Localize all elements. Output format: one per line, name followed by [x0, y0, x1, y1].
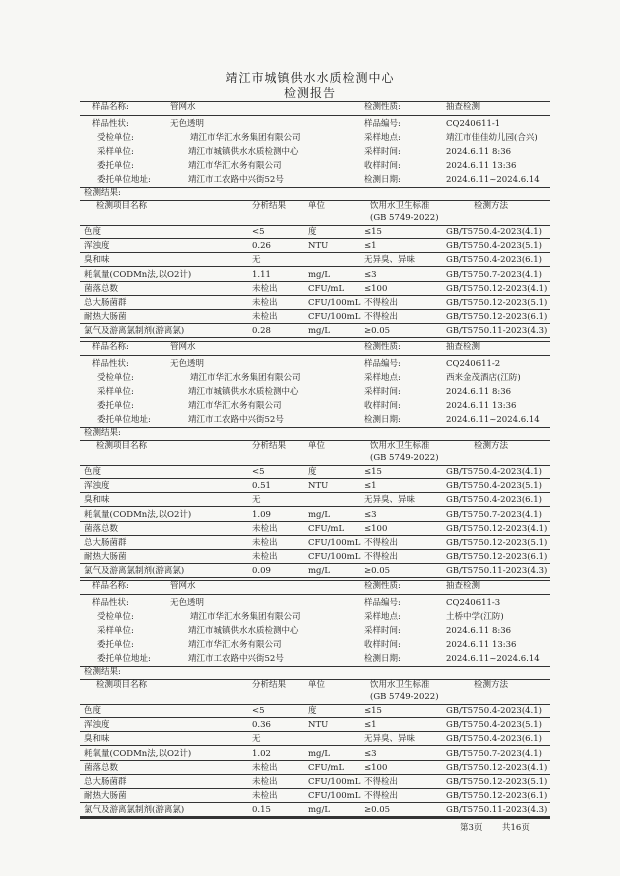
- divider-line: [80, 295, 550, 296]
- field-value-sample-no: CQ240611-2: [446, 359, 501, 369]
- results-heading: 检测结果:: [84, 667, 121, 677]
- field-value-sample-state: 无色透明: [170, 598, 205, 608]
- row-item-name: 耐热大肠菌: [84, 552, 127, 562]
- row-method: GB/T5750.4-2023(5.1): [446, 481, 542, 491]
- field-value-sample-state: 无色透明: [170, 119, 205, 129]
- field-value-commission-unit: 靖江市华汇水务集团有限公司: [190, 133, 301, 143]
- field-label-sampling-place: 采样地点:: [364, 612, 401, 622]
- row-item-name: 耗氧量(CODMn法,以O2计): [84, 270, 192, 280]
- row-item-name: 菌落总数: [84, 763, 119, 773]
- field-label-sample-name: 样品名称:: [92, 102, 129, 112]
- divider-line: [80, 427, 550, 428]
- row-result: 0.09: [252, 566, 271, 576]
- row-method: GB/T5750.4-2023(5.1): [446, 241, 542, 251]
- row-result: <5: [252, 467, 265, 477]
- field-label-sample-state: 样品性状:: [92, 119, 129, 129]
- row-standard: 无异臭、异味: [364, 495, 416, 505]
- field-value-client-unit: 靖江市华汇水务有限公司: [188, 640, 282, 650]
- row-item-name: 菌落总数: [84, 284, 119, 294]
- row-item-name: 浑浊度: [84, 481, 110, 491]
- row-item-name: 耗氧量(CODMn法,以O2计): [84, 510, 192, 520]
- row-standard: 不得检出: [364, 791, 399, 801]
- row-item-name: 色度: [84, 706, 102, 716]
- row-item-name: 臭和味: [84, 255, 110, 265]
- divider-line: [80, 506, 550, 507]
- col-header-result: 分析结果: [252, 201, 287, 211]
- row-unit: 度: [308, 227, 317, 237]
- divider-line: [80, 309, 550, 310]
- field-value-client-unit: 靖江市华汇水务有限公司: [188, 401, 282, 411]
- col-header-method: 检测方法: [474, 201, 509, 211]
- field-label-test-nature: 检测性质:: [364, 102, 401, 112]
- row-standard: ≤1: [364, 720, 377, 730]
- page-total: 共16页: [502, 823, 530, 833]
- row-item-name: 氯气及游离氯制剂(游离氯): [84, 326, 185, 336]
- divider-line: [80, 478, 550, 479]
- row-result: 未检出: [252, 524, 278, 534]
- divider-line: [80, 745, 550, 746]
- row-unit: mg/L: [308, 510, 331, 520]
- row-method: GB/T5750.12-2023(4.1): [446, 284, 548, 294]
- field-label-test-nature: 检测性质:: [364, 581, 401, 591]
- row-unit: mg/L: [308, 805, 331, 815]
- row-method: GB/T5750.12-2023(6.1): [446, 312, 548, 322]
- row-method: GB/T5750.4-2023(4.1): [446, 706, 542, 716]
- row-method: GB/T5750.7-2023(4.1): [446, 270, 542, 280]
- divider-line: [80, 521, 550, 522]
- row-result: 未检出: [252, 791, 278, 801]
- field-value-test-nature: 抽查检测: [446, 102, 481, 112]
- field-label-client-unit: 委托单位:: [97, 161, 134, 171]
- row-unit: CFU/100mL: [308, 298, 361, 308]
- row-standard: ≤1: [364, 481, 377, 491]
- row-standard: ≤15: [364, 227, 382, 237]
- row-item-name: 臭和味: [84, 734, 110, 744]
- field-label-client-unit: 委托单位:: [97, 640, 134, 650]
- field-label-sample-name: 样品名称:: [92, 581, 129, 591]
- col-header-unit: 单位: [308, 441, 326, 451]
- row-unit: CFU/100mL: [308, 312, 361, 322]
- row-item-name: 总大肠菌群: [84, 777, 127, 787]
- divider-line: [80, 704, 550, 705]
- row-result: 1.11: [252, 270, 271, 280]
- row-result: 0.26: [252, 241, 271, 251]
- col-header-standard: 饮用水卫生标准: [370, 680, 430, 690]
- field-value-test-nature: 抽查检测: [446, 342, 481, 352]
- row-unit: CFU/mL: [308, 284, 345, 294]
- field-label-commission-unit: 受检单位:: [97, 612, 134, 622]
- row-standard: ≤100: [364, 524, 388, 534]
- row-method: GB/T5750.12-2023(4.1): [446, 524, 548, 534]
- row-unit: NTU: [308, 481, 329, 491]
- row-unit: mg/L: [308, 749, 331, 759]
- row-standard: 不得检出: [364, 312, 399, 322]
- row-unit: CFU/100mL: [308, 777, 361, 787]
- col-header-result: 分析结果: [252, 441, 287, 451]
- col-header-standard: 饮用水卫生标准: [370, 441, 430, 451]
- row-result: <5: [252, 227, 265, 237]
- row-standard: ≤3: [364, 749, 377, 759]
- row-unit: CFU/100mL: [308, 538, 361, 548]
- divider-line: [80, 465, 550, 466]
- divider-line: [80, 355, 550, 356]
- row-standard: ≤100: [364, 284, 388, 294]
- row-result: 0.28: [252, 326, 271, 336]
- divider-line: [80, 731, 550, 732]
- row-result: 未检出: [252, 312, 278, 322]
- divider-line: [80, 802, 550, 803]
- row-method: GB/T5750.12-2023(5.1): [446, 538, 548, 548]
- field-value-test-date: 2024.6.11~2024.6.14: [446, 415, 540, 425]
- field-label-sampling-unit: 采样单位:: [97, 626, 134, 636]
- row-method: GB/T5750.4-2023(6.1): [446, 734, 542, 744]
- row-result: 0.51: [252, 481, 271, 491]
- field-value-sample-no: CQ240611-1: [446, 119, 501, 129]
- row-result: 无: [252, 734, 261, 744]
- field-value-sampling-time: 2024.6.11 8:36: [446, 626, 512, 636]
- field-value-receive-time: 2024.6.11 13:36: [446, 161, 517, 171]
- field-label-sample-state: 样品性状:: [92, 359, 129, 369]
- row-result: 未检出: [252, 777, 278, 787]
- row-standard: 不得检出: [364, 538, 399, 548]
- row-unit: mg/L: [308, 326, 331, 336]
- field-value-sampling-unit: 靖江市城镇供水水质检测中心: [188, 147, 299, 157]
- row-result: 1.02: [252, 749, 271, 759]
- row-unit: 度: [308, 706, 317, 716]
- row-method: GB/T5750.4-2023(6.1): [446, 495, 542, 505]
- report-subtitle: 检测报告: [283, 86, 336, 100]
- row-result: 未检出: [252, 298, 278, 308]
- row-method: GB/T5750.7-2023(4.1): [446, 510, 542, 520]
- field-value-sample-name: 管网水: [170, 342, 196, 352]
- field-label-test-date: 检测日期:: [364, 415, 401, 425]
- row-method: GB/T5750.12-2023(5.1): [446, 777, 548, 787]
- divider-line: [80, 252, 550, 253]
- field-label-sampling-place: 采样地点:: [364, 373, 401, 383]
- col-header-item: 检测项目名称: [96, 441, 148, 451]
- page-number: 第3页: [460, 823, 483, 833]
- row-result: 无: [252, 495, 261, 505]
- field-value-test-nature: 抽查检测: [446, 581, 481, 591]
- results-heading: 检测结果:: [84, 428, 121, 438]
- row-result: 未检出: [252, 284, 278, 294]
- divider-line: [80, 323, 550, 324]
- field-value-client-address: 靖江市工农路中兴街52号: [188, 175, 284, 185]
- row-unit: mg/L: [308, 566, 331, 576]
- field-label-sampling-unit: 采样单位:: [97, 387, 134, 397]
- row-item-name: 耐热大肠菌: [84, 312, 127, 322]
- row-unit: CFU/100mL: [308, 552, 361, 562]
- field-label-sample-no: 样品编号:: [364, 359, 401, 369]
- row-item-name: 菌落总数: [84, 524, 119, 534]
- field-value-receive-time: 2024.6.11 13:36: [446, 640, 517, 650]
- field-value-receive-time: 2024.6.11 13:36: [446, 401, 517, 411]
- col-header-result: 分析结果: [252, 680, 287, 690]
- row-result: 无: [252, 255, 261, 265]
- col-header-method: 检测方法: [474, 441, 509, 451]
- row-item-name: 浑浊度: [84, 720, 110, 730]
- field-label-sampling-place: 采样地点:: [364, 133, 401, 143]
- field-label-sampling-time: 采样时间:: [364, 626, 401, 636]
- row-method: GB/T5750.7-2023(4.1): [446, 749, 542, 759]
- row-standard: 不得检出: [364, 298, 399, 308]
- row-item-name: 色度: [84, 467, 102, 477]
- row-method: GB/T5750.12-2023(5.1): [446, 298, 548, 308]
- results-heading: 检测结果:: [84, 188, 121, 198]
- field-value-sampling-time: 2024.6.11 8:36: [446, 147, 512, 157]
- field-label-receive-time: 收样时间:: [364, 401, 401, 411]
- col-header-item: 检测项目名称: [96, 201, 148, 211]
- field-label-sampling-time: 采样时间:: [364, 147, 401, 157]
- divider-line: [80, 115, 550, 116]
- field-label-sampling-time: 采样时间:: [364, 387, 401, 397]
- divider-line: [80, 563, 550, 564]
- row-method: GB/T5750.12-2023(4.1): [446, 763, 548, 773]
- row-method: GB/T5750.12-2023(6.1): [446, 791, 548, 801]
- divider-line: [80, 535, 550, 536]
- row-item-name: 臭和味: [84, 495, 110, 505]
- row-result: 未检出: [252, 552, 278, 562]
- divider-line: [80, 337, 550, 338]
- row-standard: ≤15: [364, 706, 382, 716]
- field-value-sample-no: CQ240611-3: [446, 598, 501, 608]
- field-label-sample-name: 样品名称:: [92, 342, 129, 352]
- col-header-standard-ref: (GB 5749-2022): [370, 453, 439, 463]
- row-standard: ≥0.05: [364, 326, 391, 336]
- divider-line: [80, 225, 550, 226]
- row-item-name: 浑浊度: [84, 241, 110, 251]
- field-label-commission-unit: 受检单位:: [97, 373, 134, 383]
- field-label-test-date: 检测日期:: [364, 654, 401, 664]
- row-method: GB/T5750.4-2023(4.1): [446, 227, 542, 237]
- field-label-test-nature: 检测性质:: [364, 342, 401, 352]
- divider-line: [80, 788, 550, 789]
- row-result: 0.15: [252, 805, 271, 815]
- divider-line: [80, 717, 550, 718]
- row-standard: ≥0.05: [364, 566, 391, 576]
- row-method: GB/T5750.11-2023(4.3): [446, 326, 548, 336]
- row-result: 1.09: [252, 510, 271, 520]
- row-item-name: 总大肠菌群: [84, 298, 127, 308]
- row-method: GB/T5750.12-2023(6.1): [446, 552, 548, 562]
- col-header-unit: 单位: [308, 680, 326, 690]
- col-header-unit: 单位: [308, 201, 326, 211]
- field-value-client-unit: 靖江市华汇水务有限公司: [188, 161, 282, 171]
- field-value-sampling-unit: 靖江市城镇供水水质检测中心: [188, 626, 299, 636]
- report-title: 靖江市城镇供水水质检测中心: [225, 71, 395, 85]
- field-label-sample-no: 样品编号:: [364, 119, 401, 129]
- row-item-name: 耗氧量(CODMn法,以O2计): [84, 749, 192, 759]
- row-unit: 度: [308, 467, 317, 477]
- divider-line: [80, 774, 550, 775]
- field-value-commission-unit: 靖江市华汇水务集团有限公司: [190, 612, 301, 622]
- row-result: 0.36: [252, 720, 271, 730]
- field-value-sample-name: 管网水: [170, 581, 196, 591]
- row-result: 未检出: [252, 538, 278, 548]
- field-label-test-date: 检测日期:: [364, 175, 401, 185]
- field-label-client-address: 委托单位地址:: [97, 415, 151, 425]
- row-method: GB/T5750.11-2023(4.3): [446, 805, 548, 815]
- row-standard: ≥0.05: [364, 805, 391, 815]
- row-result: 未检出: [252, 763, 278, 773]
- row-standard: 不得检出: [364, 552, 399, 562]
- row-standard: ≤100: [364, 763, 388, 773]
- row-method: GB/T5750.11-2023(4.3): [446, 566, 548, 576]
- row-standard: 无异臭、异味: [364, 255, 416, 265]
- row-method: GB/T5750.4-2023(6.1): [446, 255, 542, 265]
- field-value-test-date: 2024.6.11~2024.6.14: [446, 654, 540, 664]
- divider-line: [80, 266, 550, 267]
- row-unit: CFU/mL: [308, 763, 345, 773]
- col-header-standard: 饮用水卫生标准: [370, 201, 430, 211]
- row-standard: ≤15: [364, 467, 382, 477]
- row-unit: CFU/mL: [308, 524, 345, 534]
- row-unit: NTU: [308, 241, 329, 251]
- row-standard: 不得检出: [364, 777, 399, 787]
- field-value-sample-state: 无色透明: [170, 359, 205, 369]
- field-value-test-date: 2024.6.11~2024.6.14: [446, 175, 540, 185]
- field-label-sampling-unit: 采样单位:: [97, 147, 134, 157]
- field-label-client-address: 委托单位地址:: [97, 654, 151, 664]
- row-item-name: 氯气及游离氯制剂(游离氯): [84, 805, 185, 815]
- field-label-receive-time: 收样时间:: [364, 640, 401, 650]
- field-value-sampling-place: 西来金茂酒店(江防): [446, 373, 521, 383]
- row-method: GB/T5750.4-2023(5.1): [446, 720, 542, 730]
- divider-line: [80, 187, 550, 188]
- row-unit: CFU/100mL: [308, 791, 361, 801]
- row-item-name: 耐热大肠菌: [84, 791, 127, 801]
- row-result: <5: [252, 706, 265, 716]
- col-header-method: 检测方法: [474, 680, 509, 690]
- divider-line: [80, 281, 550, 282]
- field-value-sampling-unit: 靖江市城镇供水水质检测中心: [188, 387, 299, 397]
- divider-line: [80, 594, 550, 595]
- row-standard: ≤3: [364, 510, 377, 520]
- row-method: GB/T5750.4-2023(4.1): [446, 467, 542, 477]
- field-label-sample-no: 样品编号:: [364, 598, 401, 608]
- field-value-sampling-place: 土桥中学(江防): [446, 612, 504, 622]
- col-header-standard-ref: (GB 5749-2022): [370, 213, 439, 223]
- divider-line: [80, 492, 550, 493]
- field-label-receive-time: 收样时间:: [364, 161, 401, 171]
- field-value-sample-name: 管网水: [170, 102, 196, 112]
- field-label-commission-unit: 受检单位:: [97, 133, 134, 143]
- row-item-name: 总大肠菌群: [84, 538, 127, 548]
- field-value-client-address: 靖江市工农路中兴街52号: [188, 415, 284, 425]
- row-unit: mg/L: [308, 270, 331, 280]
- field-value-commission-unit: 靖江市华汇水务集团有限公司: [190, 373, 301, 383]
- row-standard: 无异臭、异味: [364, 734, 416, 744]
- field-label-client-address: 委托单位地址:: [97, 175, 151, 185]
- field-value-sampling-time: 2024.6.11 8:36: [446, 387, 512, 397]
- divider-line: [80, 760, 550, 761]
- row-item-name: 色度: [84, 227, 102, 237]
- divider-line: [80, 238, 550, 239]
- row-standard: ≤1: [364, 241, 377, 251]
- field-value-sampling-place: 靖江市佳佳幼儿园(合兴): [446, 133, 538, 143]
- divider-line: [80, 666, 550, 667]
- row-unit: NTU: [308, 720, 329, 730]
- field-label-client-unit: 委托单位:: [97, 401, 134, 411]
- divider-line: [80, 577, 550, 578]
- row-standard: ≤3: [364, 270, 377, 280]
- col-header-item: 检测项目名称: [96, 680, 148, 690]
- row-item-name: 氯气及游离氯制剂(游离氯): [84, 566, 185, 576]
- col-header-standard-ref: (GB 5749-2022): [370, 692, 439, 702]
- divider-line: [80, 549, 550, 550]
- field-value-client-address: 靖江市工农路中兴街52号: [188, 654, 284, 664]
- field-label-sample-state: 样品性状:: [92, 598, 129, 608]
- divider-line: [80, 817, 550, 819]
